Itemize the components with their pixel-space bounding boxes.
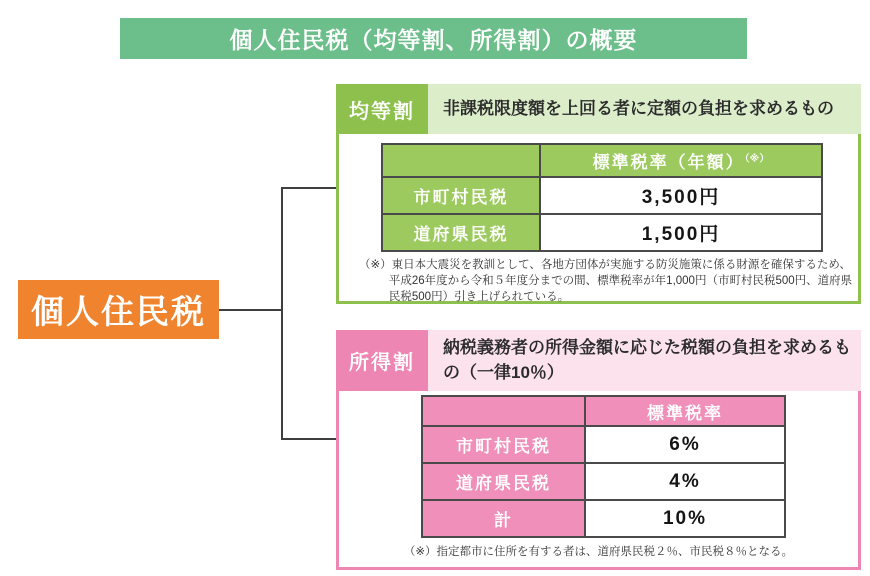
panel-shotokuwari: [336, 330, 861, 570]
shotokuwari-rate-table: [421, 395, 786, 538]
table-row: [382, 214, 822, 251]
standard-rate-header: [540, 144, 822, 177]
connector-root-horizontal: [219, 309, 282, 311]
standard-rate-header: 標準税率: [585, 396, 785, 426]
empty-header-cell: [382, 144, 540, 177]
row-label-prefectural-tax: 道府県民税: [422, 463, 585, 500]
root-node-kojin-juminzei: 個人住民税: [18, 280, 219, 339]
page-title: 個人住民税（均等割、所得割）の概要: [120, 18, 747, 59]
row-value-total: 10%: [585, 500, 785, 537]
panel-kintowari: [336, 84, 861, 304]
table-row: [422, 426, 785, 463]
kintowari-footnote: （※）東日本大震災を教訓として、各地方団体が実施する防災施策に係る財源を確保するため、平成26年度から令和５年度分までの間、標準税率が年1,000円（市町村民税500円、道府県民税500円）引き上げられている。: [359, 259, 853, 303]
table-row: [382, 177, 822, 214]
kintowari-label: 均等割: [336, 84, 428, 134]
empty-header-cell: [422, 396, 585, 426]
row-label-municipal-tax: 市町村民税: [422, 426, 585, 463]
row-label-municipal-tax: 市町村民税: [382, 177, 540, 214]
shotokuwari-footnote: （※）指定都市に住所を有する者は、道府県民税２％、市民税８％となる。: [403, 546, 794, 558]
table-row: [422, 500, 785, 537]
header-note-marker: （※）: [744, 153, 770, 165]
row-value-municipal-tax: 6%: [585, 426, 785, 463]
table-header-row: [382, 144, 822, 177]
row-label-prefectural-tax: 道府県民税: [382, 214, 540, 251]
standard-rate-header-text: 標準税率（年額）: [592, 153, 745, 172]
connector-to-shotokuwari: [281, 438, 338, 440]
row-value-prefectural-tax: 1,500円: [540, 214, 822, 251]
connector-to-kintowari: [281, 187, 338, 189]
table-row: [422, 463, 785, 500]
kintowari-description: 非課税限度額を上回る者に定額の負担を求めるもの: [428, 84, 861, 134]
shotokuwari-description: 納税義務者の所得金額に応じた税額の負担を求めるもの（一律10％）: [428, 330, 861, 391]
row-label-total: 計: [422, 500, 585, 537]
kintowari-rate-table: [381, 143, 823, 252]
row-value-municipal-tax: 3,500円: [540, 177, 822, 214]
connector-trunk-vertical: [281, 187, 283, 440]
row-value-prefectural-tax: 4%: [585, 463, 785, 500]
table-header-row: [422, 396, 785, 426]
shotokuwari-label: 所得割: [336, 330, 428, 391]
